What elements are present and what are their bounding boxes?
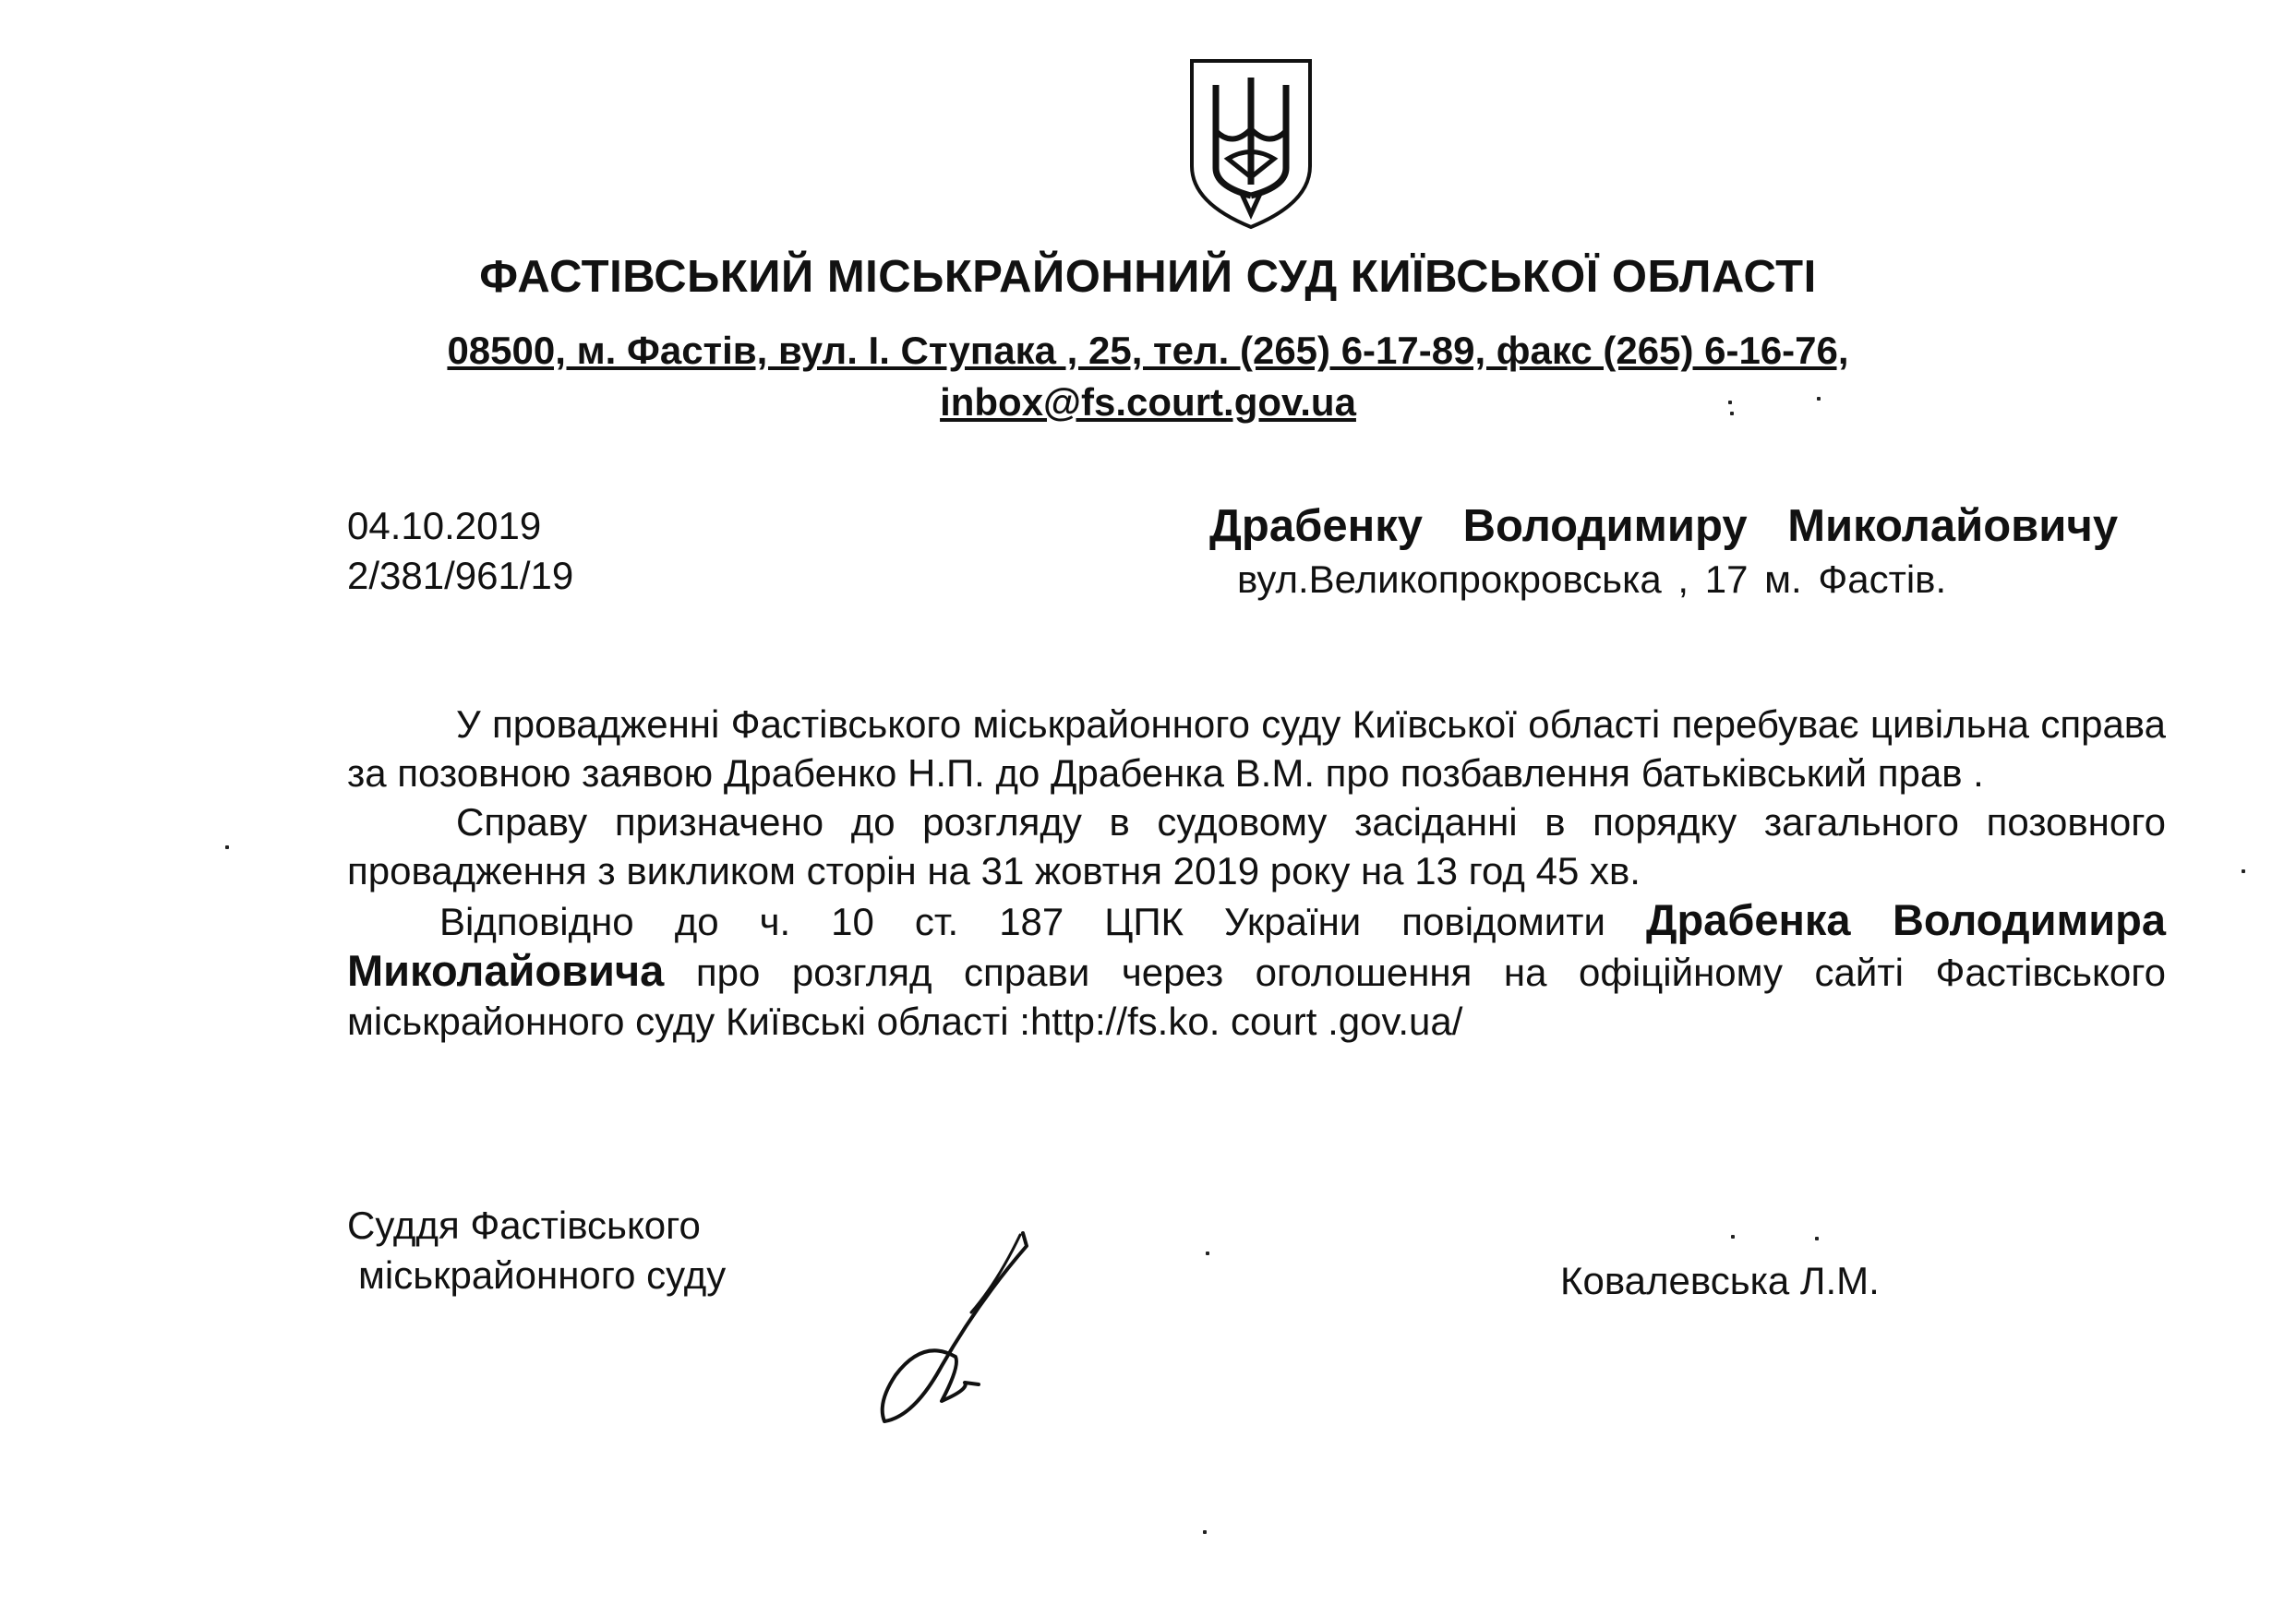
addressee-address: вул.Великопрокровська , 17 м. Фастів. [1237,557,1947,601]
court-title: ФАСТІВСЬКИЙ МІСЬКРАЙОННИЙ СУД КИЇВСЬКОЇ ОБЛАСТІ [479,252,1817,302]
addressee-name: Драбенку Володимиру Миколайовичу [1209,501,2119,551]
scan-speck [1728,401,1732,404]
scan-speck [1730,412,1734,415]
scan-speck [1817,397,1821,401]
judge-name: Ковалевська Л.М. [1560,1259,1880,1302]
body-paragraph-3 [347,895,2166,1046]
scan-speck [225,845,229,849]
scan-speck [1815,1237,1819,1240]
defendant-name: Драбенка Володимира Миколайовича [347,895,2167,995]
letter-body [347,700,2166,1046]
scan-speck [2242,869,2245,873]
document-date: 04.10.2019 [347,504,542,547]
body-paragraph-2: Справу призначено до розгляду в судовому засіданні в порядку загального позовного провадження з викликом сторін на 31 жовтня 2019 року на 13 год 45 хв. [347,800,2166,892]
judge-position-line-2: міськрайонного суду [358,1253,727,1297]
scan-speck [1731,1235,1735,1239]
paragraph-3-tail: про розгляд справи через оголошення на офіційному сайті Фастівського міськрайонного суду Київські області :http://fs.ko. court .gov.ua/ [347,951,2166,1043]
body-paragraph-1: У провадженні Фастівського міськрайонного суду Київської області перебуває цивільна справа за позовною заявою Драбенко Н.П. до Драбенка В.М. про позбавлення батьківський прав . [347,702,2166,795]
court-address: 08500, м. Фастів, вул. І. Ступака , 25, тел. (265) 6-17-89, факс (265) 6-16-76, [447,329,1849,372]
case-number: 2/381/961/19 [347,554,574,597]
signature-icon [868,1228,1052,1440]
paragraph-3-lead: Відповідно до ч. 10 ст. 187 ЦПК України повідомити [439,900,1646,943]
scan-speck [1203,1530,1207,1534]
scan-speck [1206,1252,1209,1255]
judge-position-line-1: Суддя Фастівського [347,1204,701,1247]
coat-of-arms-icon [1186,57,1316,233]
court-email: inbox@fs.court.gov.ua [940,380,1356,424]
